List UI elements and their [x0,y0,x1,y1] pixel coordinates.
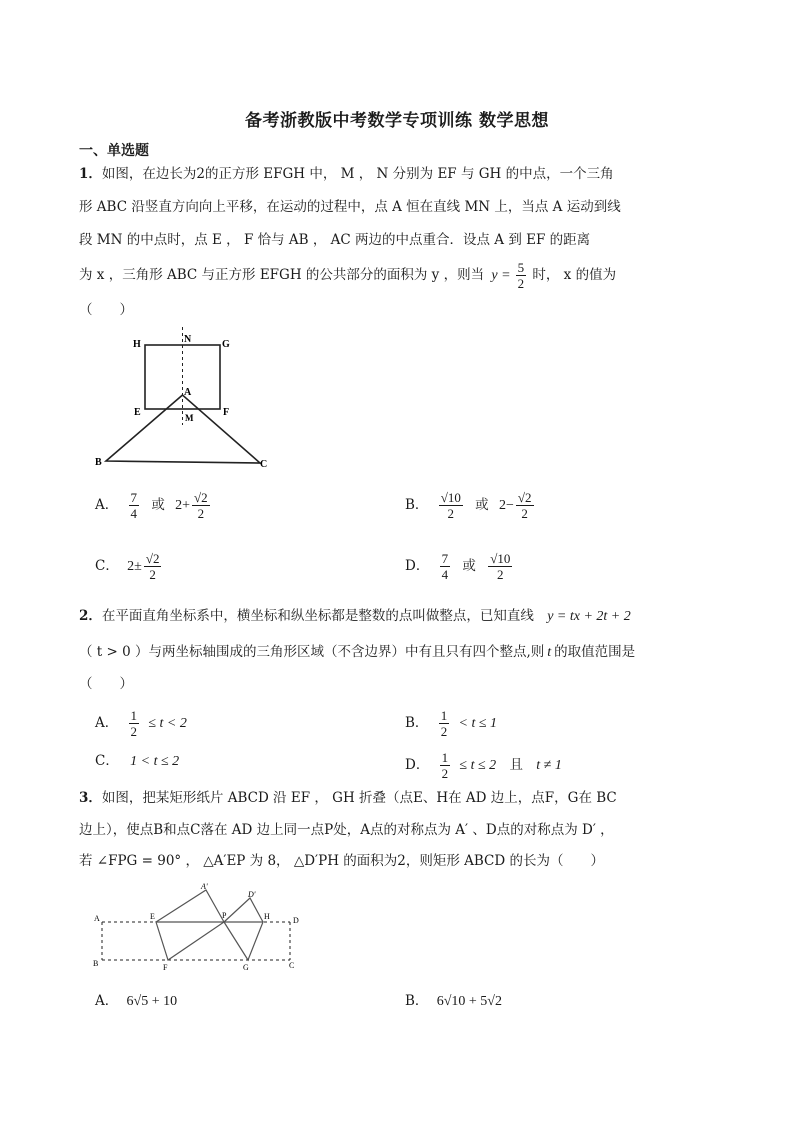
option-label: D． [405,757,430,773]
q2-a-frac [129,708,140,739]
q1-number: 1． [79,166,102,182]
label-h: H [264,912,270,921]
option-term: 2− [498,498,514,513]
numerator: √2 [517,490,532,505]
section-heading: 一、单选题 [79,143,149,159]
denominator: 2 [441,766,449,781]
label-b: B [95,457,102,468]
option-term: 6√10 + 5√2 [436,994,502,1009]
label-n: N [184,334,192,345]
q2-var-t: t [547,645,552,660]
option-label: B． [405,715,429,731]
option-conjunction: 或 [475,497,489,513]
label-c: C [289,961,295,970]
numerator: √10 [440,490,461,505]
option-term: ≤ t < 2 [148,716,187,731]
q1-option-b[interactable] [405,490,536,521]
q1-c-frac [144,551,162,582]
q1-line-2: 形 ABC 沿竖直方向向上平移，在运动的过程中，点 A 恒在直线 MN 上，当点 A 运动到线 [79,199,621,215]
q1-d-frac-2 [488,551,512,582]
q3-figure [90,880,310,975]
q1-line-1 [79,164,614,184]
q1-a-frac-2 [192,490,210,521]
option-label: D． [405,558,430,574]
option-label: A． [95,715,119,731]
q1-figure [88,325,278,475]
q2-option-d[interactable] [405,750,565,781]
q1-b-frac-1 [439,490,463,521]
q2-line-3: （ ） [79,676,133,692]
q1-text-4a: 为 x ，三角形 ABC 与正方形 EFGH 的公共部分的面积为 y ，则当 [79,267,485,283]
option-label: A． [95,993,119,1009]
flap-left-top [156,890,224,922]
option-term: 2+ [175,498,191,513]
q3-text-1: 如图，把某矩形纸片 ABCD 沿 EF ， GH 折叠（点E、H在 AD 边上，点F，G在 BC [101,790,617,806]
option-label: B． [405,497,429,513]
q2-d-frac [440,750,451,781]
q2-b-frac [439,708,450,739]
denominator: 2 [497,567,504,582]
q2-option-a[interactable] [95,708,190,739]
denominator: 2 [447,506,455,521]
q1-a-frac-1 [129,490,140,521]
denominator: 4 [130,506,138,521]
label-a-prime: A' [201,882,208,891]
q3-line-1 [79,788,617,808]
label-a: A [184,387,192,398]
label-e: E [150,912,155,921]
denominator: 2 [521,506,528,521]
option-conjunction: 或 [151,497,165,513]
numerator: 7 [130,490,138,505]
page-title: 备考浙教版中考数学专项训练 数学思想 [245,111,549,131]
q1-d-frac-1 [440,551,451,582]
q1-fraction-denominator: 2 [517,276,525,291]
option-label: C． [95,558,119,574]
denominator: 2 [149,567,156,582]
q3-option-b[interactable] [405,990,502,1013]
q1-option-d[interactable] [405,551,514,582]
q2-text-2b: 的取值范围是 [554,644,636,660]
option-term: 6√5 + 10 [126,994,178,1009]
q1-line-5: （ ） [79,302,133,318]
numerator: 1 [440,708,448,723]
q2-text-1: 在平面直角坐标系中，横坐标和纵坐标都是整数的点叫做整点，已知直线 [101,608,534,624]
fold-gh [224,922,263,960]
denominator: 2 [130,724,138,739]
q2-line-1 [79,606,634,627]
q3-line-3: 若 ∠FPG = 90° ， △A′EP 为 8， △D′PH 的面积为2，则矩形 ABCD 的长为（ ） [79,853,605,869]
option-term: < t ≤ 1 [458,716,498,731]
label-h: H [133,339,141,350]
numerator: √2 [145,551,160,566]
q1-text-1: 如图，在边长为2的正方形 EFGH 中， M ， N 分别为 EF 与 GH 的中点，一个三角 [101,166,614,182]
label-p: P [222,911,227,920]
label-g: G [222,339,230,350]
numerator: √2 [194,490,208,505]
label-g: G [243,963,249,972]
flap-right-top [224,898,263,922]
numerator: 1 [130,708,138,723]
q1-fraction-numerator: 5 [517,260,525,275]
q2-option-b[interactable] [405,708,500,739]
option-term: 1 < t ≤ 2 [130,754,180,769]
q1-text-4b: 时， x 的值为 [532,267,617,283]
numerator: 7 [441,551,449,566]
q2-text-2a: （ t > 0 ）与两坐标轴围成的三角形区域（不含边界）中有且只有四个整点,则 [79,644,545,660]
option-term: 2± [127,559,142,574]
q2-line-2 [79,642,635,663]
q1-option-c[interactable] [95,551,163,582]
label-e: E [134,407,141,418]
option-conjunction: 或 [462,558,476,574]
q1-equation-lhs: y = [491,268,511,283]
option-label: B． [405,993,429,1009]
label-f: F [163,963,168,972]
q2-option-c[interactable] [95,750,182,773]
numerator: 1 [441,750,449,765]
denominator: 2 [440,724,448,739]
label-b: B [93,959,99,968]
q3-option-a[interactable] [95,990,177,1013]
option-label: C． [95,753,119,769]
q1-b-frac-2 [516,490,534,521]
option-label: A． [95,497,119,513]
label-c: C [260,459,268,470]
q2-number: 2． [79,608,102,624]
denominator: 2 [197,506,205,521]
fold-ef [156,922,224,960]
label-d: D [293,916,299,925]
option-term: t ≠ 1 [536,758,562,773]
option-conjunction: 且 [509,757,523,773]
label-d-prime: D' [248,890,256,899]
q1-fraction [516,260,527,291]
label-f: F [223,407,230,418]
q1-line-4 [79,258,616,293]
label-a: A [94,914,100,923]
q1-option-a[interactable] [95,490,212,521]
q3-number: 3． [79,790,102,806]
numerator: √10 [490,551,511,566]
denominator: 4 [441,567,449,582]
q1-line-3: 段 MN 的中点时，点 E ， F 恰与 AB ， AC 两边的中点重合．设点 A 到 EF 的距离 [79,232,591,248]
option-term: ≤ t ≤ 2 [459,758,497,773]
q3-line-2: 边上），使点B和点C落在 AD 边上同一点P处，A点的对称点为 A′ 、D点的对称点为 D′ ， [79,822,614,838]
q2-equation: y = tx + 2t + 2 [547,609,631,624]
label-m: M [185,413,194,423]
